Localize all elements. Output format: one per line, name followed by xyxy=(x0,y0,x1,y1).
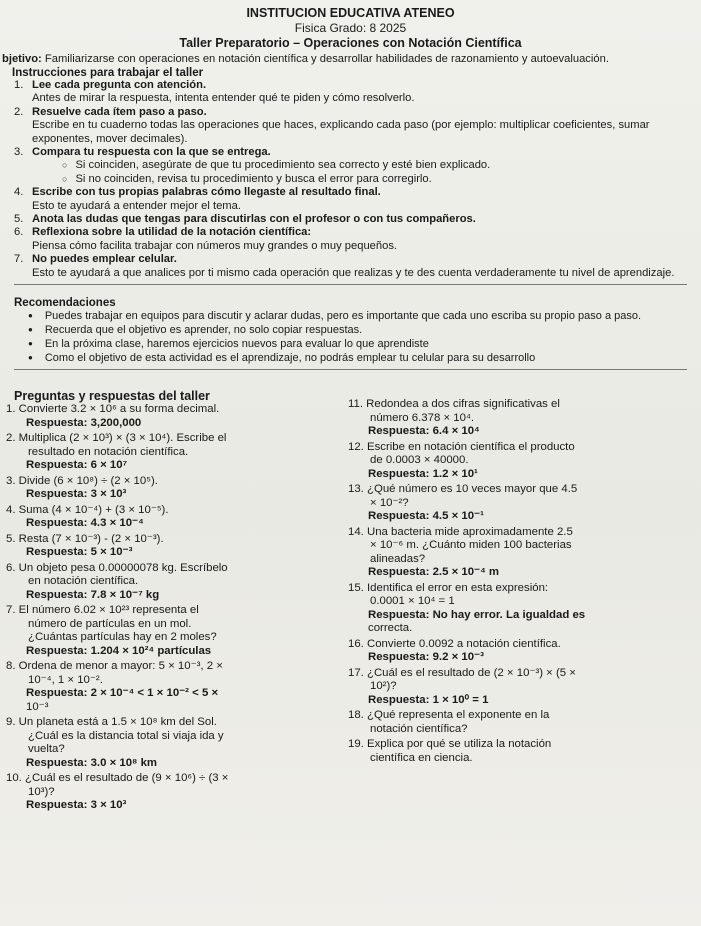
answer-text: Respuesta: 5 × 10⁻³ xyxy=(26,546,133,558)
question-text: número de partículas en un mol. xyxy=(28,617,192,630)
instruction-title: Anota las dudas que tengas para discutirlas con el profesor o con tus compañeros. xyxy=(32,213,476,226)
question-item xyxy=(348,582,693,636)
instruction-subitem: ○ Si coinciden, asegúrate de que tu procedimiento sea correcto y esté bien explicado. xyxy=(62,159,701,172)
answer-text: Respuesta: 6.4 × 10⁴ xyxy=(368,425,480,437)
question-text: 7. El número 6.02 × 10²³ representa el xyxy=(6,604,199,616)
answer-continuation: correcta. xyxy=(368,622,413,634)
question-item xyxy=(348,441,693,482)
question-item xyxy=(6,475,336,502)
instruction-desc: Esto te ayudará a entender mejor el tema. xyxy=(32,199,241,212)
instruction-sublist xyxy=(14,159,701,186)
instructions-list xyxy=(0,79,701,280)
question-text: 10³)? xyxy=(28,785,55,798)
question-item xyxy=(348,398,693,439)
question-text: 0.0001 × 10⁴ = 1 xyxy=(370,595,455,607)
instruction-item xyxy=(14,79,701,106)
question-text: × 10⁻²? xyxy=(370,496,409,509)
recommendation-item: ● Puedes trabajar en equipos para discutir y aclarar dudas, pero es importante que cada uno escriba su propio paso a paso. xyxy=(28,309,701,323)
question-text: 8. Ordena de menor a mayor: 5 × 10⁻³, 2 × xyxy=(6,660,223,672)
recommendations-list xyxy=(0,309,701,365)
recommendation-item: ● Como el objetivo de esta actividad es el aprendizaje, no podrás emplear tu celular para su desarrollo xyxy=(28,351,701,365)
instruction-item xyxy=(14,106,701,146)
question-item xyxy=(6,533,336,560)
question-item xyxy=(6,504,336,531)
question-text: alineadas? xyxy=(370,552,426,565)
answer-text: Respuesta: 3 × 10³ xyxy=(26,488,127,500)
question-item xyxy=(348,483,693,524)
workshop-title: Taller Preparatorio – Operaciones con Notación Científica xyxy=(179,36,522,50)
instruction-title: Lee cada pregunta con atención. xyxy=(32,79,207,91)
instruction-row xyxy=(14,106,701,119)
question-text: notación científica? xyxy=(370,722,468,735)
question-item xyxy=(348,638,693,665)
question-text: 3. Divide (6 × 10⁸) ÷ (2 × 10⁵). xyxy=(6,474,158,487)
question-text: 11. Redondea a dos cifras significativas el xyxy=(348,398,560,410)
header xyxy=(0,0,701,51)
question-text: 17. ¿Cuál es el resultado de (2 × 10⁻³) × (5 × xyxy=(348,666,576,679)
question-text: × 10⁻⁶ m. ¿Cuánto miden 100 bacterias xyxy=(370,539,572,551)
question-text: ¿Cuántas partículas hay en 2 moles? xyxy=(28,631,217,643)
instruction-row xyxy=(14,146,701,159)
instruction-row xyxy=(14,186,701,199)
question-text: 5. Resta (7 × 10⁻³) - (2 × 10⁻³). xyxy=(6,532,164,545)
question-text: 12. Escribe en notación científica el producto xyxy=(348,440,575,453)
instruction-title: No puedes emplear celular. xyxy=(32,253,177,266)
instruction-row xyxy=(14,213,701,226)
question-text: 6. Un objeto pesa 0.00000078 kg. Escríbelo xyxy=(6,561,228,574)
question-item xyxy=(348,738,693,765)
question-text: 2. Multiplica (2 × 10³) × (3 × 10⁴). Escribe el xyxy=(6,432,227,444)
instruction-item xyxy=(14,213,701,226)
question-text: 19. Explica por qué se utiliza la notación xyxy=(348,738,552,750)
objective-label: bjetivo: xyxy=(2,53,42,65)
instruction-row xyxy=(14,79,701,92)
question-text: 9. Un planeta está a 1.5 × 10⁸ km del Sol. xyxy=(6,716,217,728)
question-text: en notación científica. xyxy=(28,575,139,587)
question-item xyxy=(348,526,693,580)
instruction-desc: Antes de mirar la respuesta, intenta entender qué te piden y cómo resolverlo. xyxy=(32,92,415,105)
recommendation-item: ● Recuerda que el objetivo es aprender, no solo copiar respuestas. xyxy=(28,323,701,337)
answer-text: Respuesta: 3 × 10³ xyxy=(26,799,127,811)
instruction-title: Escribe con tus propias palabras cómo llegaste al resultado final. xyxy=(32,186,381,199)
instructions-title: Instrucciones para trabajar el taller xyxy=(12,67,204,79)
question-item xyxy=(6,660,336,714)
answer-text: Respuesta: 4.3 × 10⁻⁴ xyxy=(26,517,144,529)
question-item xyxy=(6,772,336,813)
instruction-number: 1. xyxy=(14,79,24,91)
answer-text: Respuesta: 4.5 × 10⁻¹ xyxy=(368,510,484,522)
answer-text: Respuesta: No hay error. La igualdad es xyxy=(368,608,586,621)
instruction-number: 2. xyxy=(14,105,24,118)
question-text: de 0.0003 × 40000. xyxy=(370,454,469,466)
question-item xyxy=(6,604,336,658)
answer-text: Respuesta: 6 × 10⁷ xyxy=(26,459,128,471)
question-item xyxy=(6,716,336,770)
school-name: INSTITUCION EDUCATIVA ATENEO xyxy=(246,6,455,20)
objective-text: Familiarizarse con operaciones en notación científica y desarrollar habilidades de razonamiento y autoevaluación. xyxy=(44,53,609,65)
question-text: 1. Convierte 3.2 × 10⁶ a su forma decimal. xyxy=(6,403,220,415)
question-item xyxy=(348,709,693,736)
instruction-item xyxy=(14,226,701,253)
question-text: 14. Una bacteria mide aproximadamente 2.5 xyxy=(348,525,573,538)
answer-text: Respuesta: 9.2 × 10⁻³ xyxy=(368,651,484,663)
instruction-row xyxy=(14,226,701,239)
answer-continuation: 10⁻³ xyxy=(26,700,49,713)
instruction-number: 4. xyxy=(14,186,24,199)
answer-text: Respuesta: 7.8 × 10⁻⁷ kg xyxy=(26,588,160,601)
question-item xyxy=(348,667,693,708)
instruction-item xyxy=(14,253,701,280)
divider xyxy=(14,369,687,370)
answer-text: Respuesta: 1.2 × 10¹ xyxy=(368,467,478,480)
question-text: vuelta? xyxy=(28,743,65,755)
question-text: número 6.378 × 10⁴. xyxy=(370,411,475,424)
question-text: 13. ¿Qué número es 10 veces mayor que 4.5 xyxy=(348,483,578,495)
answer-text: Respuesta: 1.204 × 10²⁴ partículas xyxy=(26,644,212,657)
answer-text: Respuesta: 2.5 × 10⁻⁴ m xyxy=(368,566,499,578)
question-text: 10²)? xyxy=(370,680,397,692)
instruction-title: Resuelve cada ítem paso a paso. xyxy=(32,105,207,118)
question-text: 10. ¿Cuál es el resultado de (9 × 10⁶) ÷ (3 × xyxy=(6,772,229,784)
question-text: científica en ciencia. xyxy=(370,751,473,764)
instruction-number: 5. xyxy=(14,213,24,226)
instruction-item xyxy=(14,146,701,186)
answer-text: Respuesta: 3,200,000 xyxy=(26,416,142,429)
instruction-row xyxy=(14,253,701,266)
divider xyxy=(14,284,687,285)
instruction-subitem: ○ Si no coinciden, revisa tu procedimiento y busca el error para corregirlo. xyxy=(62,173,701,186)
instruction-item xyxy=(14,186,701,213)
question-text: 18. ¿Qué representa el exponente en la xyxy=(348,709,550,721)
subject-grade: Fisica Grado: 8 2025 xyxy=(294,21,407,35)
instruction-title: Compara tu respuesta con la que se entrega. xyxy=(32,146,271,159)
instruction-number: 6. xyxy=(14,226,24,239)
question-text: 15. Identifica el error en esta expresión: xyxy=(348,581,549,594)
questions-left-column xyxy=(6,403,336,815)
answer-text: Respuesta: 1 × 10⁰ = 1 xyxy=(368,693,489,706)
instruction-desc: Piensa cómo facilita trabajar con números muy grandes o muy pequeños. xyxy=(32,239,398,252)
question-item xyxy=(6,432,336,473)
question-text: resultado en notación científica. xyxy=(28,445,189,458)
objective xyxy=(0,53,701,65)
instruction-number: 7. xyxy=(14,253,24,266)
instruction-title: Reflexiona sobre la utilidad de la notación científica: xyxy=(32,226,312,239)
instruction-desc: Esto te ayudará a que analices por ti mismo cada operación que realizas y te des cuenta verdaderamente tu nivel de aprendizaje. xyxy=(32,266,675,279)
questions-title: Preguntas y respuestas del taller xyxy=(14,389,210,403)
answer-text: Respuesta: 2 × 10⁻⁴ < 1 × 10⁻² < 5 × xyxy=(26,687,219,699)
recommendation-item: ● En la próxima clase, haremos ejercicios nuevos para evaluar lo que aprendiste xyxy=(28,337,701,351)
instruction-desc: Escribe en tu cuaderno todas las operaciones que haces, explicando cada paso (por ejemplo: multiplicar coeficientes, sumar exponentes, mover decimales). xyxy=(32,119,650,145)
questions-right-column xyxy=(348,398,693,767)
question-text: 16. Convierte 0.0092 a notación científica. xyxy=(348,637,561,650)
answer-text: Respuesta: 3.0 × 10⁸ km xyxy=(26,756,158,769)
question-text: ¿Cuál es la distancia total si viaja ida y xyxy=(28,729,224,742)
question-text: 4. Suma (4 × 10⁻⁴) + (3 × 10⁻⁵). xyxy=(6,503,169,516)
question-item xyxy=(6,562,336,603)
instruction-number: 3. xyxy=(14,146,24,159)
question-text: 10⁻⁴, 1 × 10⁻². xyxy=(28,673,103,686)
question-item xyxy=(6,403,336,430)
recommendations-title: Recomendaciones xyxy=(14,297,116,310)
